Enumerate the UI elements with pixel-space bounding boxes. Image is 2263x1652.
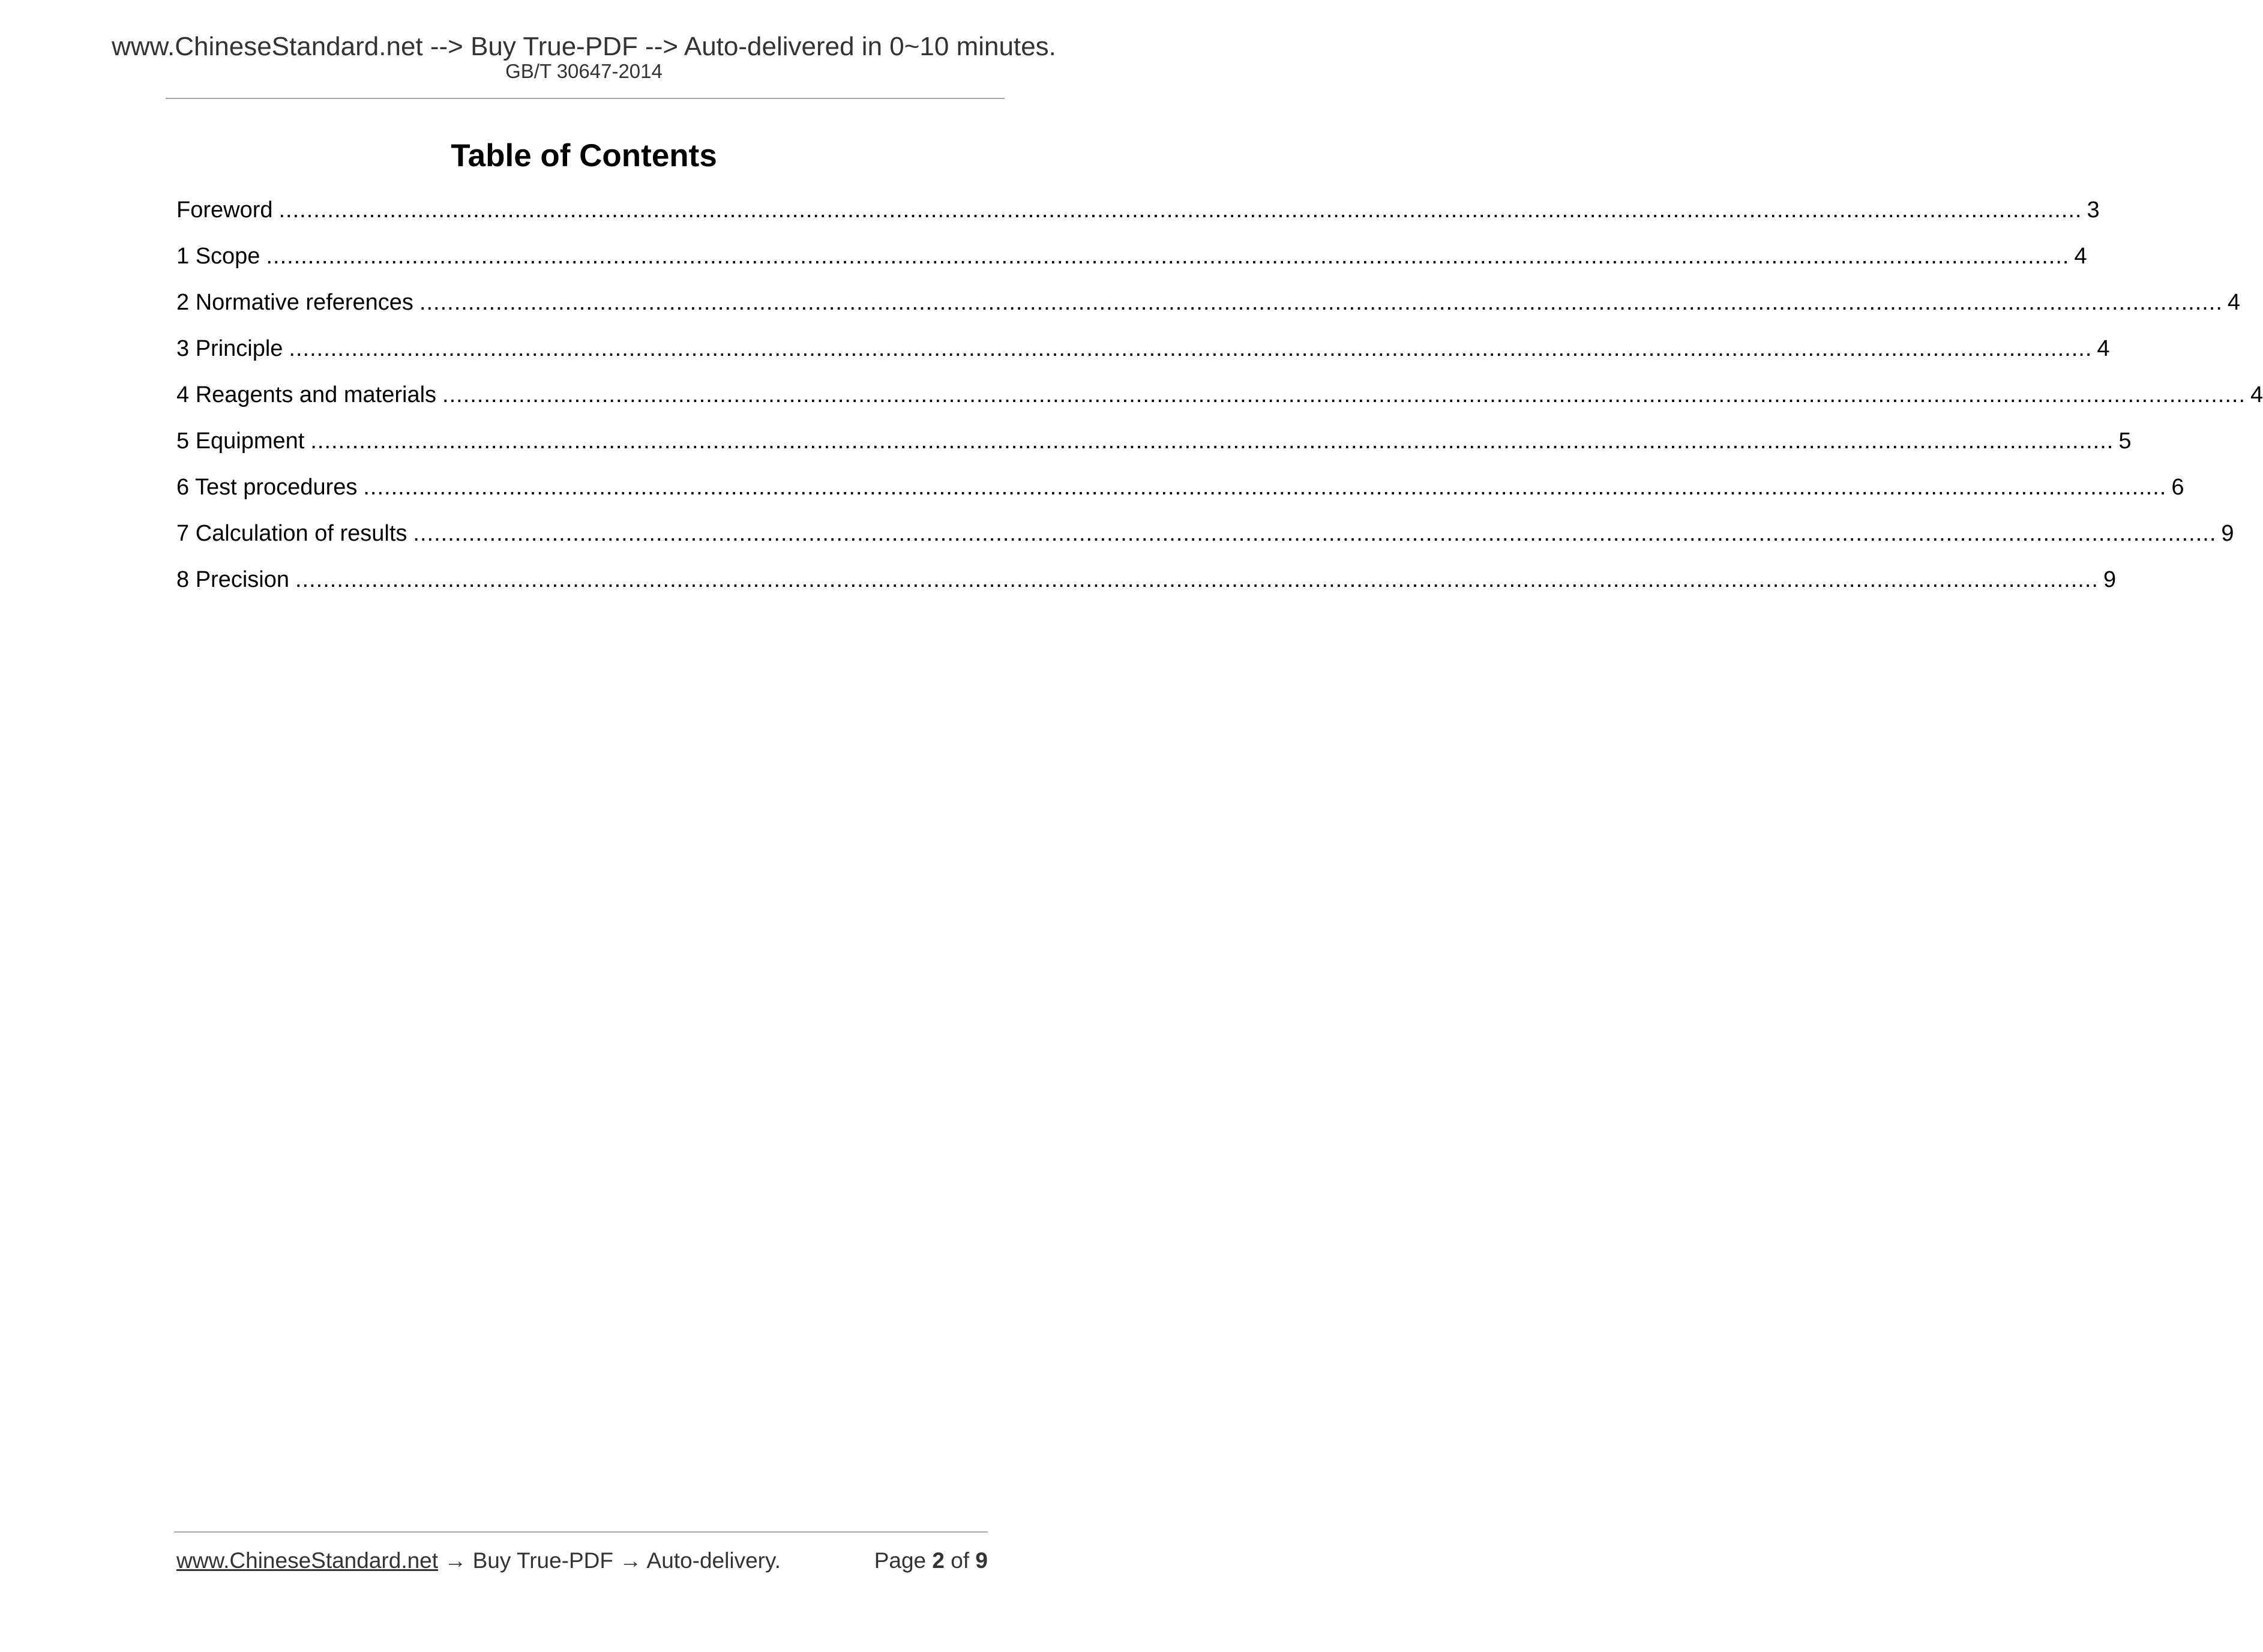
toc-list <box>176 193 2263 609</box>
toc-title: Table of Contents <box>451 138 717 173</box>
arrow-right-icon: → <box>619 1548 642 1573</box>
page-label: Page <box>874 1548 927 1573</box>
toc-dot-leader: .................................................................................................................................................................................................................................................................... <box>310 428 2114 454</box>
of-label: of <box>951 1548 970 1573</box>
toc-entry-scope[interactable] <box>176 239 2087 286</box>
toc-entry-precision[interactable] <box>176 563 2117 609</box>
footer-buy-text: Buy True-PDF <box>472 1548 614 1573</box>
toc-entry-reagents-and-materials[interactable] <box>176 378 2263 424</box>
toc-dot-leader: .................................................................................................................................................................................................................................................................... <box>413 521 2217 546</box>
toc-dot-leader: .................................................................................................................................................................................................................................................................... <box>363 475 2167 500</box>
toc-entry-page: 4 <box>2227 290 2241 315</box>
total-pages-number: 9 <box>975 1548 988 1573</box>
toc-entry-label: 7 Calculation of results <box>176 521 407 546</box>
toc-entry-label: 1 Scope <box>176 244 260 269</box>
toc-entry-foreword[interactable] <box>176 193 2100 239</box>
toc-entry-test-procedures[interactable] <box>176 470 2184 517</box>
toc-entry-page: 9 <box>2103 567 2117 592</box>
toc-entry-page: 6 <box>2171 475 2184 500</box>
toc-entry-principle[interactable] <box>176 332 2110 378</box>
toc-entry-label: 8 Precision <box>176 567 289 592</box>
toc-entry-page: 4 <box>2074 244 2087 269</box>
toc-dot-leader: .................................................................................................................................................................................................................................................................... <box>419 290 2223 315</box>
page-footer <box>176 1546 988 1576</box>
toc-dot-leader: .................................................................................................................................................................................................................................................................... <box>278 197 2082 223</box>
header-divider <box>166 98 1005 99</box>
standard-code: GB/T 30647-2014 <box>505 60 663 82</box>
toc-entry-page: 5 <box>2118 428 2132 454</box>
page-indicator <box>874 1546 988 1576</box>
footer-divider <box>174 1531 988 1533</box>
arrow-right-icon: → <box>444 1548 467 1573</box>
toc-entry-normative-references[interactable] <box>176 286 2241 332</box>
toc-dot-leader: .................................................................................................................................................................................................................................................................... <box>295 567 2099 592</box>
footer-delivery-text: Auto-delivery. <box>646 1548 781 1573</box>
toc-entry-page: 9 <box>2221 521 2234 546</box>
toc-entry-label: 2 Normative references <box>176 290 413 315</box>
footer-site-link[interactable]: www.ChineseStandard.net <box>176 1548 439 1573</box>
toc-entry-page: 4 <box>2097 336 2110 361</box>
toc-entry-page: 3 <box>2087 197 2100 223</box>
footer-promo <box>176 1546 781 1576</box>
toc-dot-leader: .................................................................................................................................................................................................................................................................... <box>442 382 2246 407</box>
toc-entry-label: 4 Reagents and materials <box>176 382 437 407</box>
toc-entry-label: 3 Principle <box>176 336 283 361</box>
toc-entry-label: 5 Equipment <box>176 428 305 454</box>
toc-dot-leader: .................................................................................................................................................................................................................................................................... <box>266 244 2070 269</box>
toc-entry-label: Foreword <box>176 197 273 223</box>
toc-dot-leader: .................................................................................................................................................................................................................................................................... <box>289 336 2093 361</box>
site-banner: www.ChineseStandard.net --> Buy True-PDF --> Auto-delivered in 0~10 minutes. <box>112 32 1056 61</box>
toc-entry-page: 4 <box>2250 382 2263 407</box>
toc-entry-equipment[interactable] <box>176 424 2132 470</box>
current-page-number: 2 <box>932 1548 945 1573</box>
toc-entry-calculation-of-results[interactable] <box>176 517 2234 563</box>
toc-entry-label: 6 Test procedures <box>176 475 358 500</box>
